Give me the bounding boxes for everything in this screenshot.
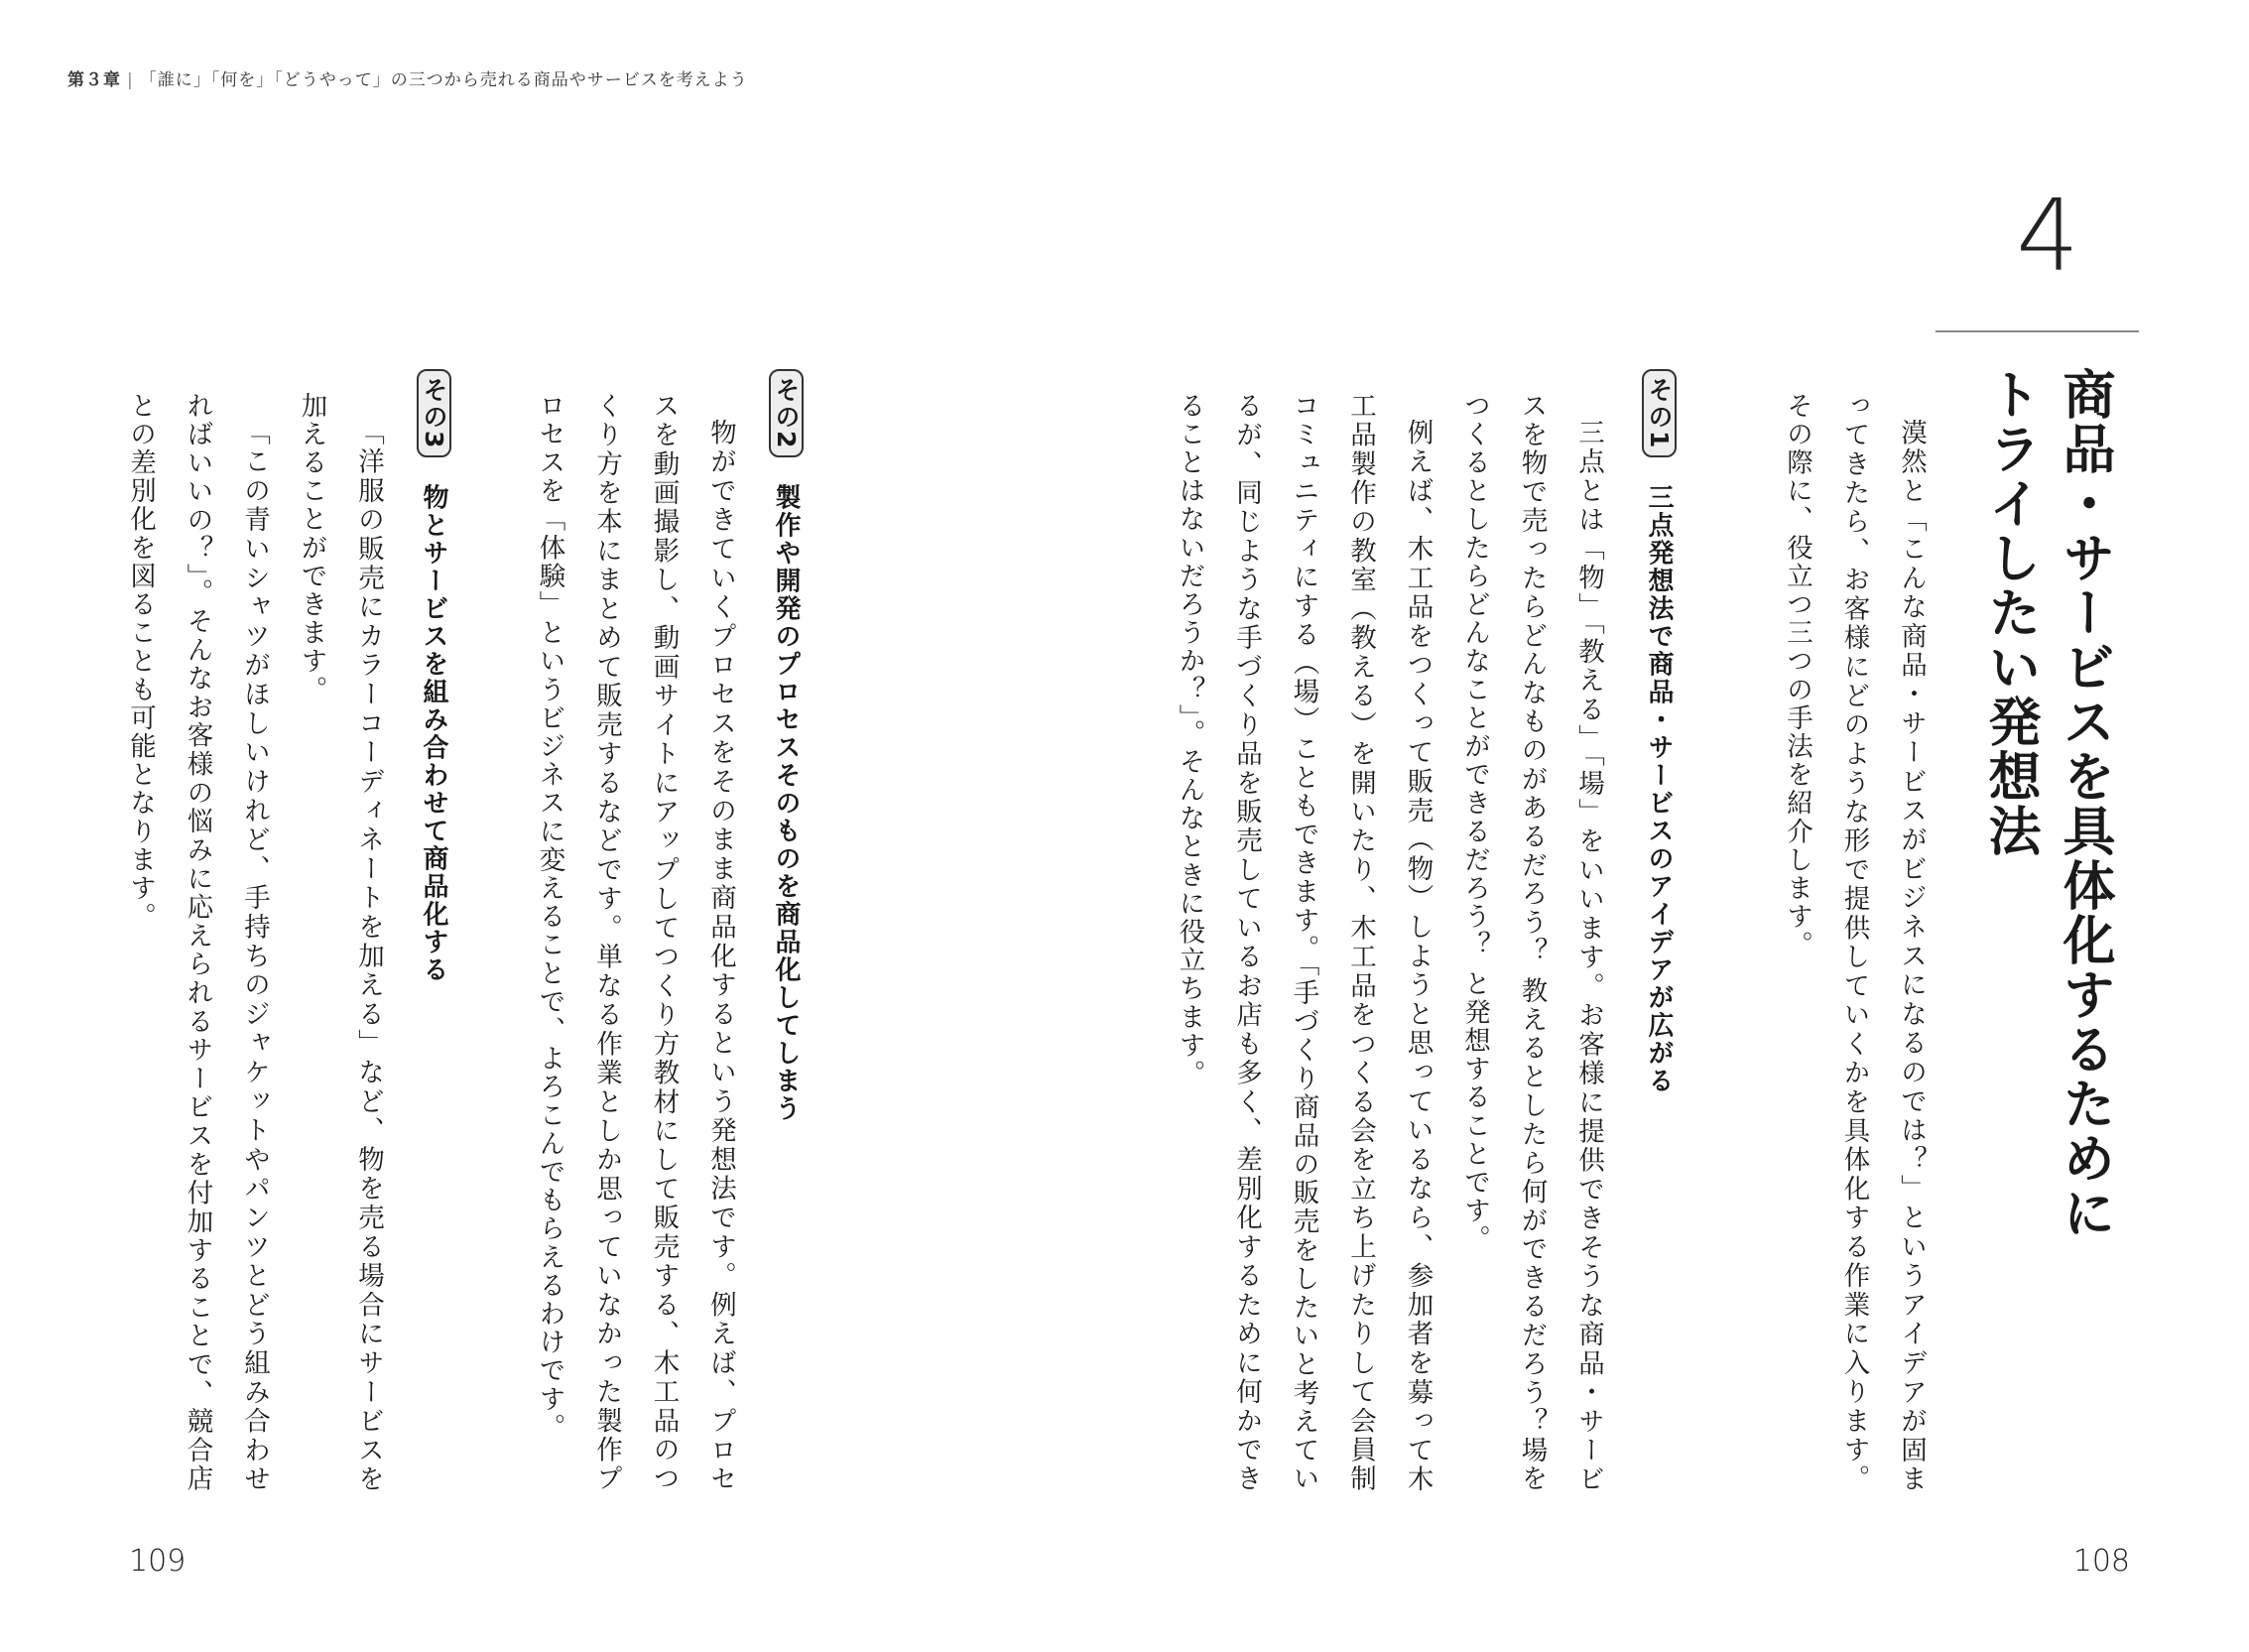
intro-text: 漠然と「こんな商品・サービスがビジネスになるのでは？」というアイデアが固まってきたら、お客様にどのような形で提供していくかを具体化する作業に入ります。その際に、役立つ三つの手法を紹介します。 [1782, 392, 1927, 1493]
section-3-heading-text: 物とサービスを組み合わせて商品化する [419, 483, 448, 984]
section-3-paragraph: 「この青いシャツがほしいけれど、手持ちのジャケットやパンツとどう組み合わせればいいの？」。そんなお客様の悩みに応えられるサービスを付加することで、競合店との差別化を図ることも可能となります。 [125, 392, 270, 1493]
section-title-line2: トライしたい発想法 [1980, 367, 2041, 858]
section-2-body [501, 392, 749, 1493]
section-2-paragraph: 物ができていくプロセスをそのまま商品化するという発想法です。例えば、プロセスを動画撮影し、動画サイトにアップしてつくり方教材にして販売する、木工品のつくり方を本にまとめて販売するなどです。単なる作業としか思っていなかった製作プロセスを「体験」というビジネスに変えることで、よろこんでもらえるわけです。 [534, 392, 736, 1493]
section-3-badge: その3 [417, 369, 451, 457]
section-2-heading-text: 製作や開発のプロセスそのものを商品化してしまう [771, 483, 801, 1123]
title-divider [1936, 330, 2139, 332]
section-1-body [1174, 392, 1617, 1493]
section-2-heading [769, 369, 804, 1122]
section-number: 4 [2016, 178, 2079, 294]
section-3-heading [417, 369, 451, 983]
running-header [67, 65, 748, 90]
section-2-badge: その2 [769, 369, 804, 457]
page-number-right: 108 [2072, 1544, 2130, 1579]
section-1-paragraph: 三点とは「物」「教える」「場」をいいます。お客様に提供できそうな商品・サービスを物で売ったらどんなものがあるだろう？ 教えるとしたら何ができるだろう？場をつくるとしたらどんなことができるだろう？ と発想することです。 [1459, 392, 1604, 1493]
section-3-body [119, 392, 397, 1493]
section-1-heading [1642, 369, 1677, 1094]
section-1-paragraph: 例えば、木工品をつくって販売（物）しようと思っているなら、参加者を募って木工品製作の教室（教える）を開いたり、木工品をつくる会を立ち上げたりして会員制コミュニティにする（場）こともできます。「手づくり商品の販売をしたいと考えているが、同じような手づくり品を販売しているお店も多く、差別化するために何かできることはないだろうか？」。そんなときに役立ちます。 [1174, 392, 1434, 1493]
page-number-left: 109 [129, 1544, 187, 1579]
chapter-label: 第３章 [67, 70, 121, 90]
chapter-title: 「誰に」「何を」「どうやって」の三つから売れる商品やサービスを考えよう [139, 70, 748, 90]
intro-paragraph [1761, 392, 1939, 1493]
section-3-paragraph: 「洋服の販売にカラーコーディネートを加える」など、物を売る場合にサービスを加えることができます。 [296, 392, 384, 1493]
header-separator: | [127, 70, 134, 90]
section-1-heading-text: 三点発想法で商品・サービスのアイデアが広がる [1644, 483, 1674, 1095]
section-1-badge: その1 [1642, 369, 1677, 457]
section-title-line1: 商品・サービスを具体化するために [2055, 367, 2115, 1240]
